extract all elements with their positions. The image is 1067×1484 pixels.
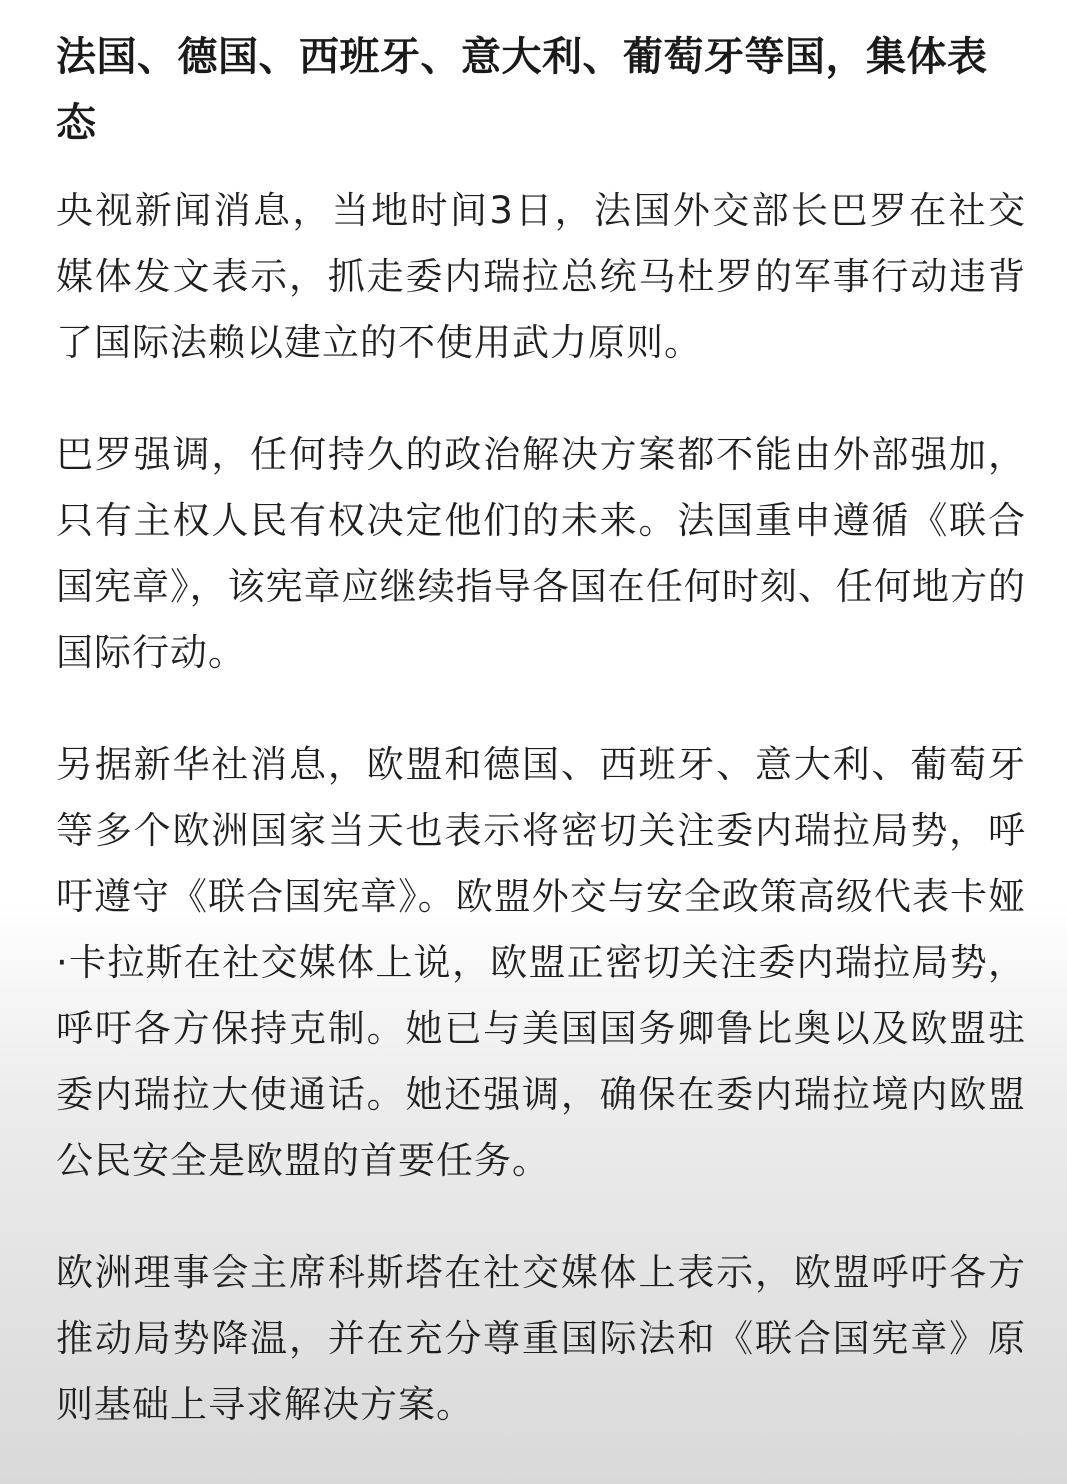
article-title: 法国、德国、西班牙、意大利、葡萄牙等国，集体表态 <box>56 34 988 146</box>
article-paragraph-3: 另据新华社消息，欧盟和德国、西班牙、意大利、葡萄牙等多个欧洲国家当天也表示将密切关注委内瑞拉局势，呼吁遵守《联合国宪章》。欧盟外交与安全政策高级代表卡娅·卡拉斯在社交媒体上说，欧盟正密切关注委内瑞拉局势，呼吁各方保持克制。她已与美国国务卿鲁比奥以及欧盟驻委内瑞拉大使通话。她还强调，确保在委内瑞拉境内欧盟公民安全是欧盟的首要任务。 <box>56 743 1026 1182</box>
article-paragraph-2: 巴罗强调，任何持久的政治解决方案都不能由外部强加，只有主权人民有权决定他们的未来。法国重申遵循《联合国宪章》，该宪章应继续指导各国在任何时刻、任何地方的国际行动。 <box>56 433 1026 674</box>
article-paragraph-1: 央视新闻消息，当地时间3日，法国外交部长巴罗在社交媒体发文表示，抓走委内瑞拉总统马杜罗的军事行动违背了国际法赖以建立的不使用武力原则。 <box>56 189 1026 364</box>
article <box>56 0 1026 1438</box>
article-paragraph-4: 欧洲理事会主席科斯塔在社交媒体上表示，欧盟呼吁各方推动局势降温，并在充分尊重国际法和《联合国宪章》原则基础上寻求解决方案。 <box>56 1251 1026 1426</box>
